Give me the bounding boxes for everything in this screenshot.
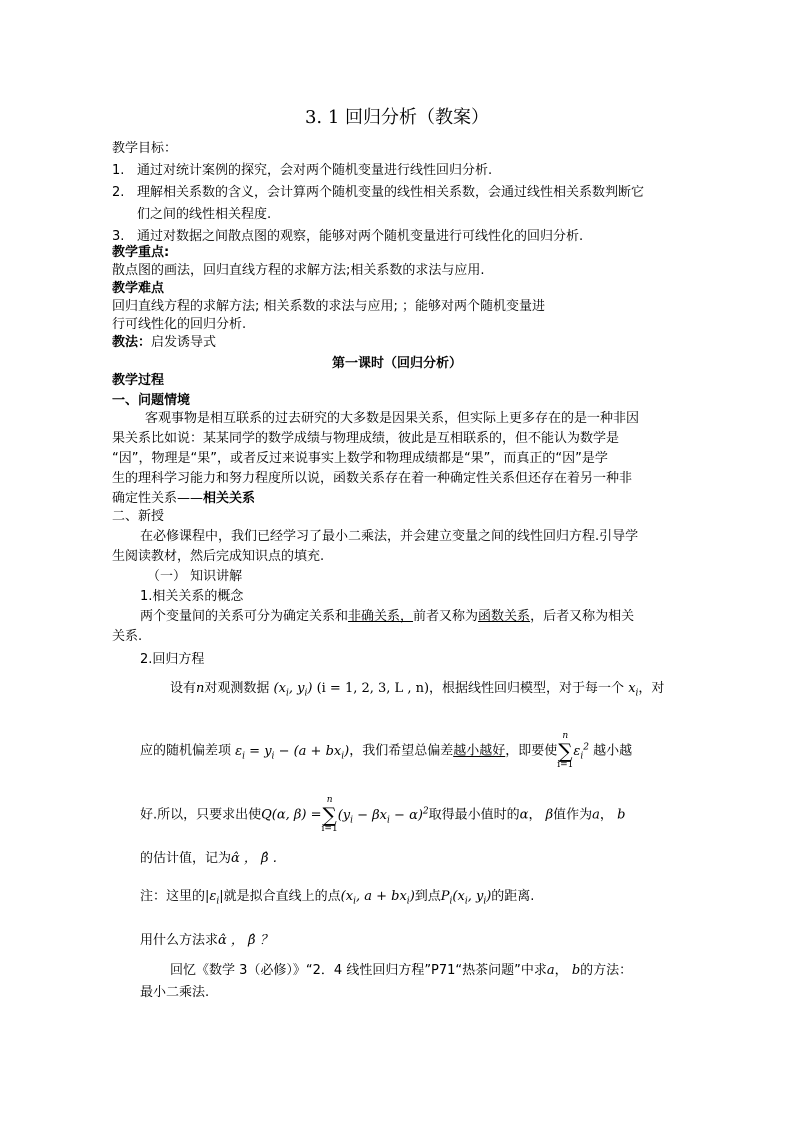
para-2-a: 应的随机偏差项 [140,743,232,759]
math-epsilon-eq: $\varepsilon_i = y_i - (a + bx_i)$ [235,743,350,762]
key-points-heading: 教学重点: [112,245,170,260]
recall-text: 回忆《数学 3（必修）》“2．4 线性回归方程”P71“热茶问题”中求 [170,963,547,978]
math-a: a [592,807,600,823]
para-3 [140,796,625,834]
section-2-line-2: 生阅读教材，然后完成知识点的填充. [112,549,325,564]
section-1-line-2: 果关系比如说：某某同学的数学成绩与物理成绩，彼此是互相联系的，但不能认为数学是 [112,431,620,446]
recall-tail: 的方法： [580,963,633,978]
item-2-title: 2.回归方程 [140,652,205,667]
math-estimates: ɑ̂ ， β̂ . [231,851,277,866]
math-alpha: α [519,807,529,823]
section-2-heading: 二、新授 [112,509,165,524]
para-2-blank: 越小越好 [453,743,506,759]
para-1 [170,680,664,703]
item-1-text-b: 前者又称为 [413,609,479,624]
recall-sep: ， [554,963,568,978]
objectives-heading: 教学目标： [112,141,178,156]
math-beta: β [545,807,554,823]
method-heading: 教法： [112,335,152,350]
math-question-estimates: ɑ̂ ， β̂ ？ [218,933,273,948]
item-1-text-a: 两个变量间的关系可分为确定关系和 [140,609,349,624]
math-recall-b: b [571,963,581,978]
key-points-text: 散点图的画法，回归直线方程的求解方法;相关系数的求法与应用. [112,263,485,278]
para-4 [140,850,277,868]
objective-2-cont: 们之间的线性相关程度. [137,207,272,222]
item-1-line-2: 关系. [112,629,143,644]
math-b: b [617,807,626,823]
math-recall-a: a [546,963,555,978]
section-1-line-5-a: 确定性关系—— [112,491,204,506]
difficulties-line-1: 回归直线方程的求解方法; 相关系数的求法与应用; ；能够对两个随机变量进 [112,299,546,314]
para-3-c: ， [528,807,542,823]
item-1-line-1 [140,608,634,626]
page-title: 3. 1 回归分析（教案） [304,107,490,128]
note-c: 到点 [414,889,441,904]
process-heading: 教学过程 [112,373,165,388]
item-1-text-c: ，后者又称为相关 [530,609,635,624]
objective-2-num: 2. [112,185,125,200]
para-2 [140,732,632,770]
para-4-a: 的估计值，记为 [140,851,232,866]
math-epsilon-sq: $\varepsilon_i^2$ [573,742,590,762]
note-line [140,888,534,911]
sum-symbol-1: n ∑ i=1 [557,731,574,770]
question-text: 用什么方法求 [140,933,219,948]
math-abs-epsilon: $|\varepsilon_i|$ [205,889,224,907]
para-3-d: 值作为 [553,807,593,823]
objective-3-num: 3. [112,229,125,244]
section-1-heading: 一、问题情境 [112,393,191,408]
part-1-heading: （一） 知识讲解 [147,569,243,584]
section-1-line-5-b: 相关关系 [203,491,256,506]
section-2-line-1: 在必修课程中，我们已经学习了最小二乘法，并会建立变量之间的线性回归方程.引导学 [140,529,639,544]
para-2-c: ，即要使 [505,743,558,759]
para-3-b: 取得最小值时的 [428,807,520,823]
item-1-title: 1.相关关系的概念 [140,589,244,604]
objective-2-text: 理解相关系数的含义，会计算两个随机变量的线性相关系数，会通过线性相关系数判断它 [137,185,645,200]
method-text: 启发诱导式 [151,335,217,350]
math-n: n [196,681,205,696]
math-data-pairs: ($x_i$, $y_i$) [273,681,313,699]
math-xi: $x_i$ [628,681,639,699]
item-1-blank-2: 函数关系 [478,609,531,624]
para-1-b: 对观测数据 [204,681,270,696]
recall-line-1 [170,962,632,980]
para-2-b: ，我们希望总偏差 [349,743,454,759]
difficulties-heading: 教学难点 [112,281,165,296]
para-3-e: ， [599,807,613,823]
recall-line-2: 最小二乘法. [140,985,210,1000]
para-1-d: ，对 [638,681,665,696]
method-line [112,334,216,352]
para-2-d: 越小越 [593,743,633,759]
difficulties-line-2: 行可线性化的回归分析. [112,317,247,332]
para-3-a: 好.所以，只要求出使 [140,807,262,823]
section-1-line-3: “因”，物理是“果”，或者反过来说事实上数学和物理成绩都是“果”，而真正的“因”是学 [112,451,608,466]
question-line [140,932,273,950]
math-residual-sq: $(y_i - \beta x_i - \alpha)^2$ [337,806,429,826]
math-fit-point: ($x_i$, $a + bx_i$) [340,889,415,907]
math-index-range: (i = 1, 2, 3, L , n) [316,681,430,696]
section-1-line-5 [112,490,255,508]
math-point-pi: $P_i(x_i$, $y_i$) [440,889,492,907]
objective-1-text: 通过对统计案例的探究，会对两个随机变量进行线性回归分析. [137,163,493,178]
sum-symbol-2: n ∑ i=1 [321,795,338,834]
note-b: 就是拟合直线上的点 [223,889,341,904]
section-1-line-4: 生的理科学习能力和努力程度所以说，函数关系存在着一种确定性关系但还存在着另一种非 [112,471,633,486]
objective-1-num: 1. [112,163,125,178]
note-d: 的距离. [491,889,535,904]
note-a: 注：这里的 [140,889,206,904]
para-1-a: 设有 [170,681,197,696]
item-1-blank-1: 非确关系， [348,609,414,624]
para-1-c: ，根据线性回归模型，对于每一个 [429,681,625,696]
lesson-title: 第一课时（回归分析） [331,356,462,371]
math-q-func: Q(α, β) = [261,807,322,823]
objective-3-text: 通过对数据之间散点图的观察，能够对两个随机变量进行可线性化的回归分析. [137,229,584,244]
section-1-line-1: 客观事物是相互联系的过去研究的大多数是因果关系，但实际上更多存在的是一种非因 [145,411,640,426]
